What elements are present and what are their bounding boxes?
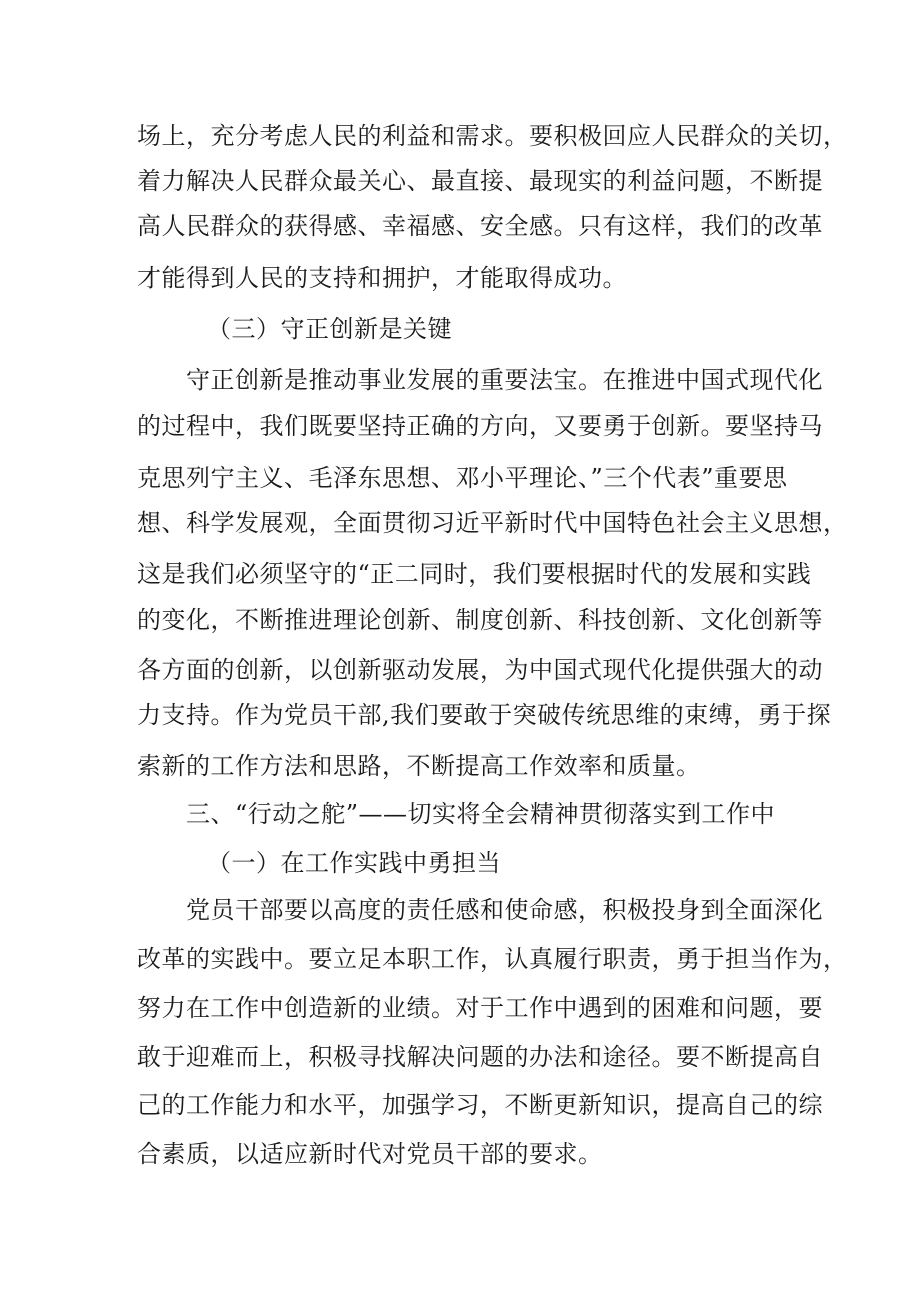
paragraph-line: 高人民群众的获得感、幸福感、安全感。只有这样，我们的改革 bbox=[137, 212, 823, 240]
paragraph-line: 己的工作能力和水平，加强学习，不断更新知识，提高自己的综 bbox=[137, 1091, 823, 1119]
section-heading: （三）守正创新是关键 bbox=[207, 315, 452, 343]
paragraph-line: 这是我们必须坚守的“正二同时，我们要根据时代的发展和实践 bbox=[137, 560, 812, 588]
paragraph-line: 场上，充分考虑人民的利益和需求。要积极回应人民群众的关切， bbox=[137, 122, 848, 150]
paragraph-line: 改革的实践中。要立足本职工作，认真履行职责，勇于担当作为， bbox=[137, 945, 848, 973]
paragraph-line: 合素质，以适应新时代对党员干部的要求。 bbox=[137, 1140, 603, 1168]
paragraph-line: 守正创新是推动事业发展的重要法宝。在推进中国式现代化 bbox=[186, 366, 823, 394]
paragraph-line: 着力解决人民群众最关心、最直接、最现实的利益问题，不断提 bbox=[137, 167, 823, 195]
paragraph-line: 敢于迎难而上，积极寻找解决问题的办法和途径。要不断提高自 bbox=[137, 1043, 823, 1071]
paragraph-line: 才能得到人民的支持和拥护，才能取得成功。 bbox=[137, 264, 627, 292]
paragraph-line: 力支持。作为党员干部,我们要敢于突破传统思维的束缚，勇于探 bbox=[137, 701, 832, 729]
paragraph-line: 的过程中，我们既要坚持正确的方向，又要勇于创新。要坚持马 bbox=[137, 412, 823, 440]
paragraph-line: 的变化，不断推进理论创新、制度创新、科技创新、文化创新等 bbox=[137, 606, 823, 634]
chapter-heading: 三、“行动之舵”——切实将全会精神贯彻落实到工作中 bbox=[186, 800, 776, 828]
paragraph-line: 努力在工作中创造新的业绩。对于工作中遇到的困难和问题，要 bbox=[137, 994, 823, 1022]
paragraph-line: 想、科学发展观，全面贯彻习近平新时代中国特色社会主义思想， bbox=[137, 509, 848, 537]
paragraph-line: 克思列宁主义、毛泽东思想、邓小平理论、”三个代表”重要思 bbox=[137, 464, 788, 492]
section-heading: （一）在工作实践中勇担当 bbox=[207, 849, 501, 877]
paragraph-line: 索新的工作方法和思路，不断提高工作效率和质量。 bbox=[137, 752, 701, 780]
paragraph-line: 党员干部要以高度的责任感和使命感，积极投身到全面深化 bbox=[186, 896, 823, 924]
paragraph-line: 各方面的创新，以创新驱动发展，为中国式现代化提供强大的动 bbox=[137, 656, 823, 684]
